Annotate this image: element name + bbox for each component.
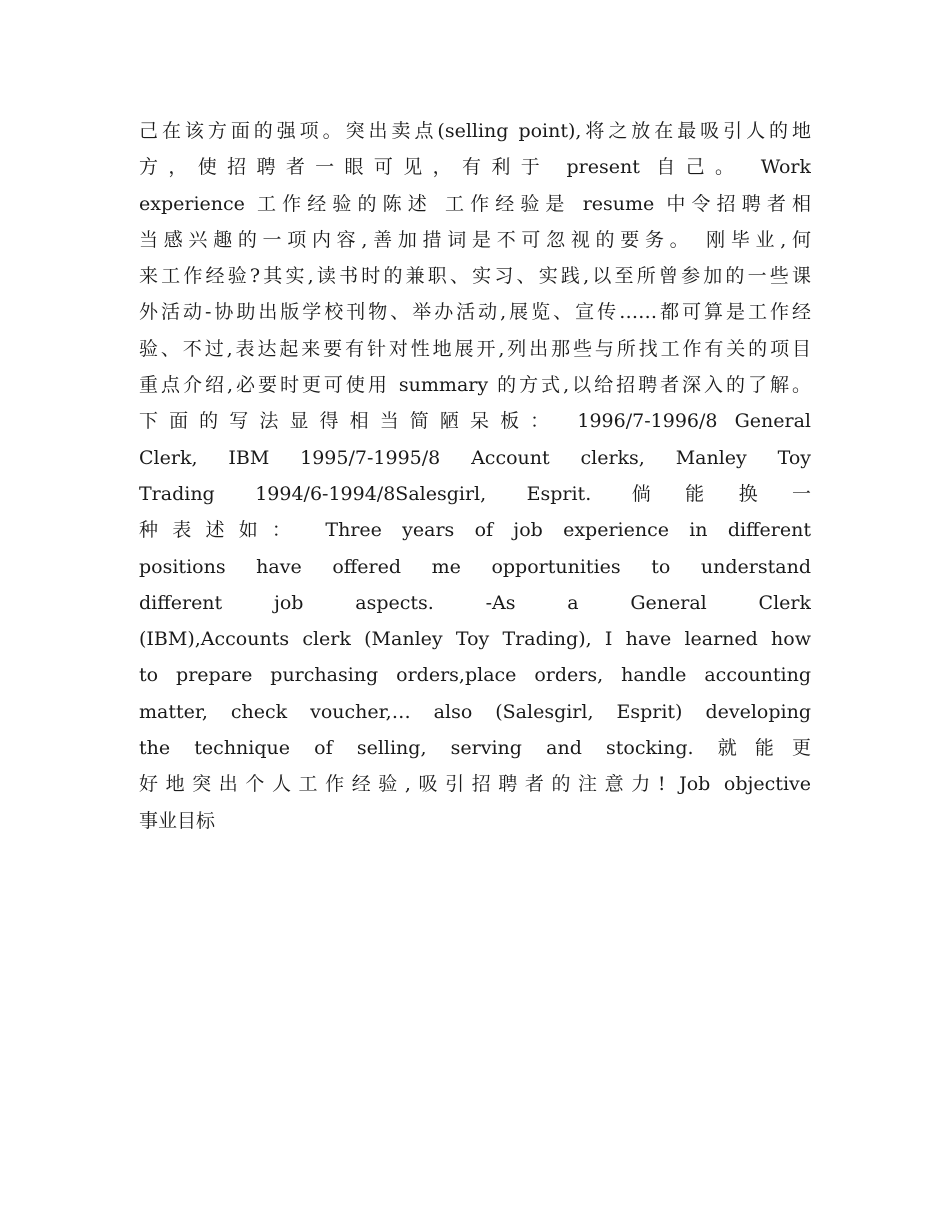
text-line: 外活动-协助出版学校刊物、举办活动,展览、宣传……都可算是工作经 bbox=[139, 301, 811, 324]
text-line: matter, check voucher,… also (Salesgirl, Esprit) developing bbox=[139, 700, 811, 723]
text-line: 来工作经验?其实,读书时的兼职、实习、实践,以至所曾参加的一些课 bbox=[139, 265, 811, 288]
text-line: 种表述如： Three years of job experience in different bbox=[139, 519, 811, 542]
text-line: (IBM),Accounts clerk (Manley Toy Trading), I have learned how bbox=[139, 628, 811, 651]
text-line: 己在该方面的强项。突出卖点(selling point),将之放在最吸引人的地 bbox=[139, 120, 811, 142]
text-line: Clerk, IBM 1995/7-1995/8 Account clerks, Manley Toy bbox=[139, 446, 811, 469]
text-line: different job aspects. -As a General Clerk bbox=[139, 591, 811, 614]
text-line: 当感兴趣的一项内容,善加措词是不可忽视的要务。 刚毕业,何 bbox=[139, 228, 811, 251]
text-line: positions have offered me opportunities to understand bbox=[139, 555, 811, 578]
text-line: 事业目标 bbox=[139, 809, 216, 832]
document-body bbox=[139, 113, 811, 839]
text-line: 验、不过,表达起来要有针对性地展开,列出那些与所找工作有关的项目 bbox=[139, 337, 811, 360]
text-line: to prepare purchasing orders,place orders, handle accounting bbox=[139, 664, 811, 687]
text-line: experience 工作经验的陈述 工作经验是 resume 中令招聘者相 bbox=[139, 192, 811, 215]
text-line: Trading 1994/6-1994/8Salesgirl, Esprit. 倘能换一 bbox=[139, 482, 811, 505]
text-line: 下面的写法显得相当简陋呆板： 1996/7-1996/8 General bbox=[139, 410, 811, 433]
text-line: 方，使招聘者一眼可见，有利于 present 自己。 Work bbox=[139, 156, 811, 179]
text-line: 好地突出个人工作经验,吸引招聘者的注意力! Job objective bbox=[139, 773, 811, 796]
text-line: 重点介绍,必要时更可使用 summary 的方式,以给招聘者深入的了解。 bbox=[139, 374, 811, 397]
text-line: the technique of selling, serving and stocking. 就能更 bbox=[139, 737, 811, 760]
